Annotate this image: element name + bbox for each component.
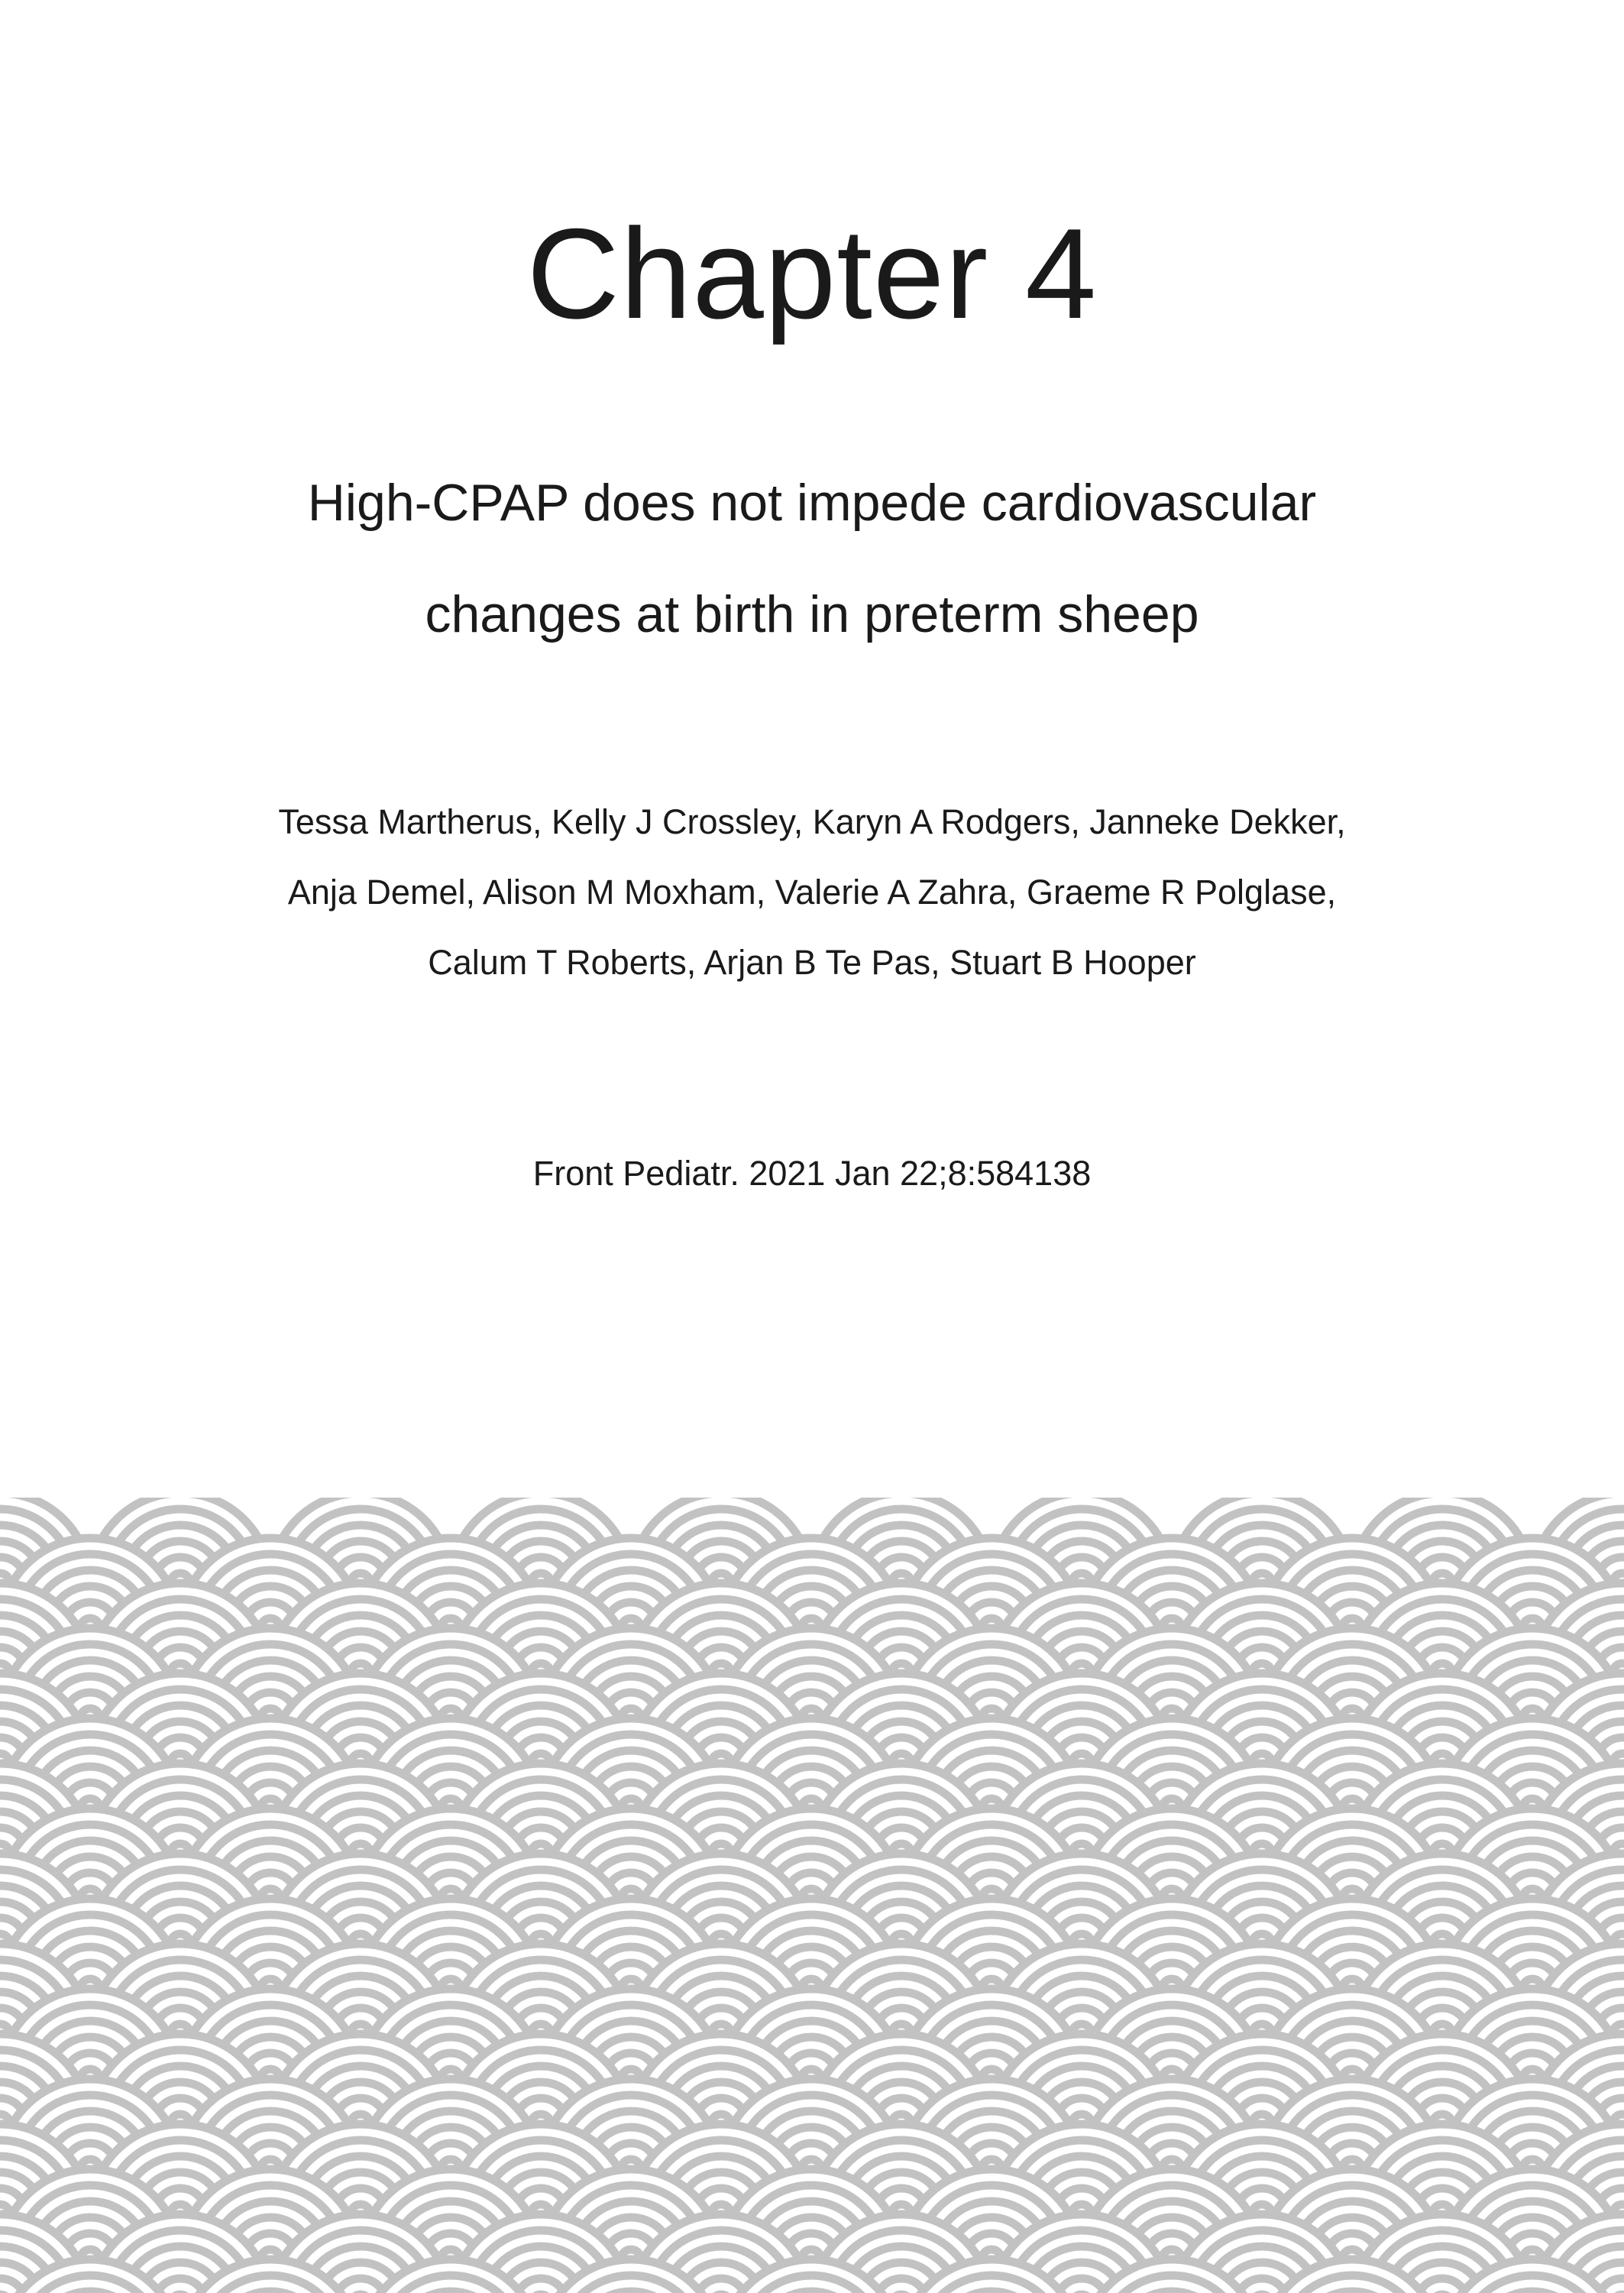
author-list bbox=[0, 795, 1624, 1006]
author-line-3: Calum T Roberts, Arjan B Te Pas, Stuart B Hooper bbox=[428, 943, 1196, 982]
author-line-2: Anja Demel, Alison M Moxham, Valerie A Zahra, Graeme R Polglase, bbox=[287, 873, 1337, 912]
citation: Front Pediatr. 2021 Jan 22;8:584138 bbox=[532, 1154, 1092, 1193]
paper-title-line-1: High-CPAP does not impede cardiovascular bbox=[307, 474, 1317, 532]
wave-pattern-decoration bbox=[0, 1498, 1624, 2293]
author-line-1: Tessa Martherus, Kelly J Crossley, Karyn A Rodgers, Janneke Dekker, bbox=[278, 802, 1346, 841]
paper-title-line-2: changes at birth in preterm sheep bbox=[425, 585, 1199, 643]
chapter-title: Chapter 4 bbox=[526, 202, 1098, 345]
paper-title bbox=[0, 461, 1624, 684]
